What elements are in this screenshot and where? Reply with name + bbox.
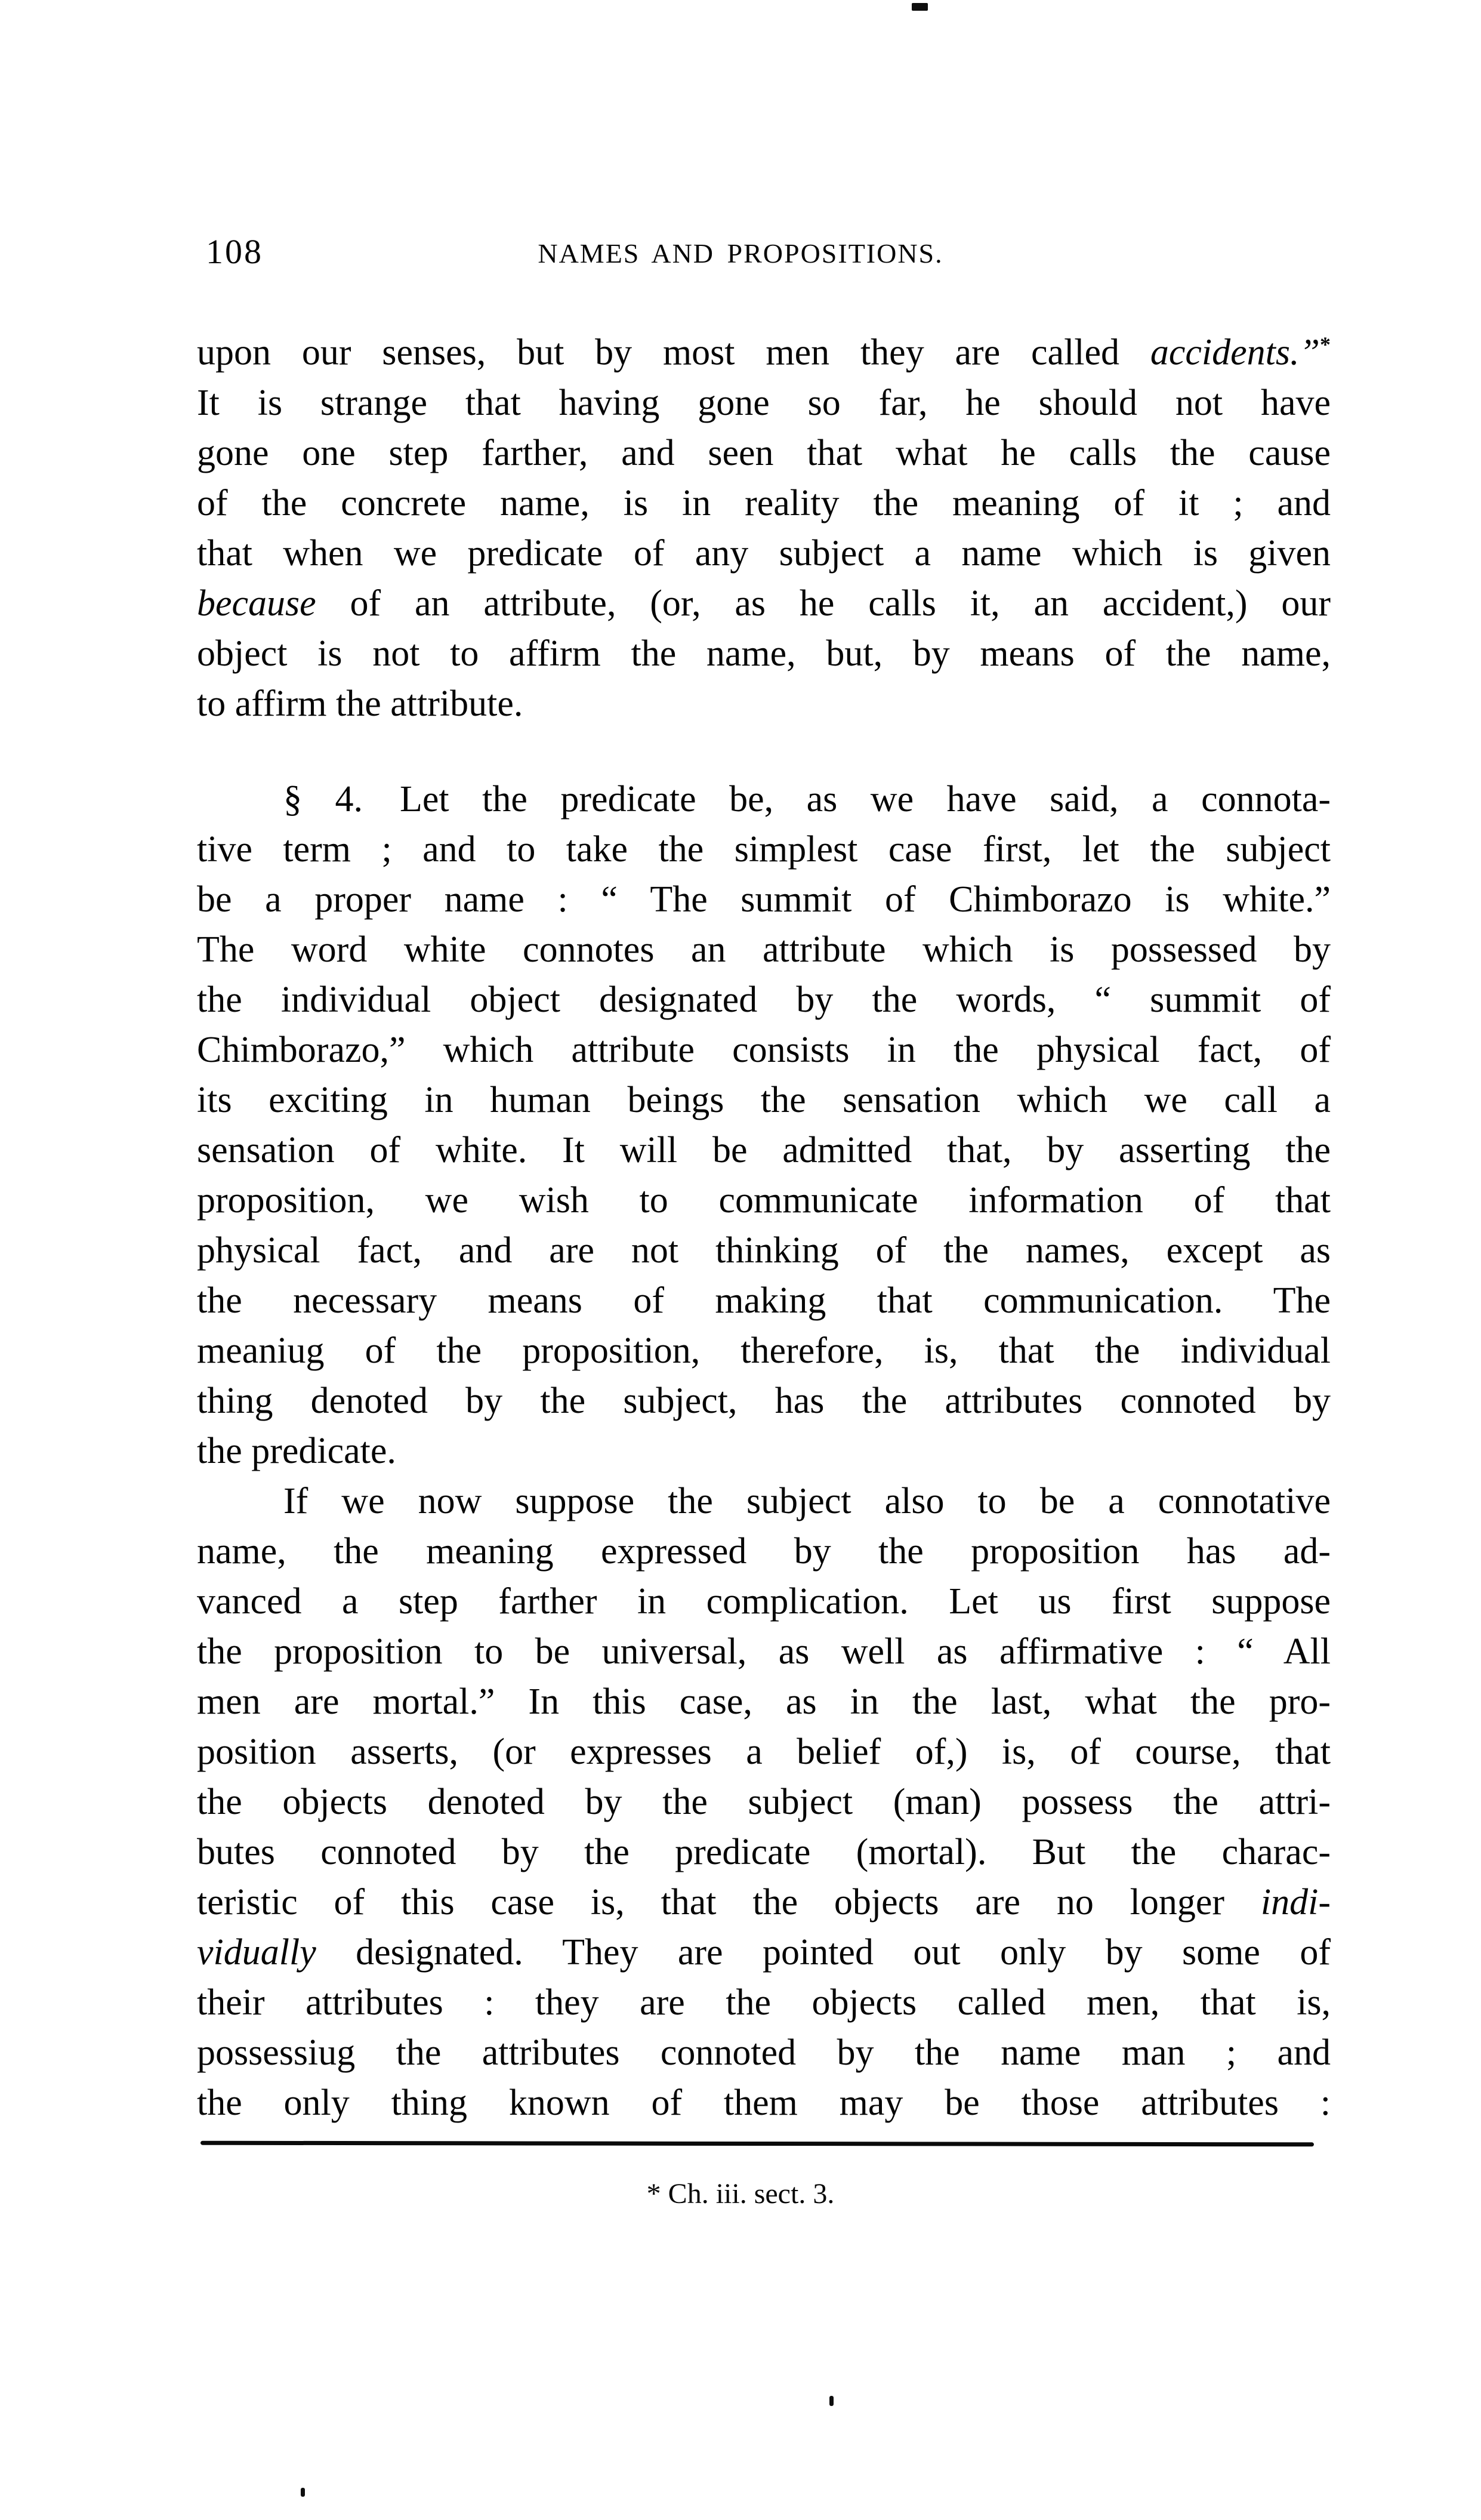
text-segment: its exciting in human beings the sensation which we call a [197, 1079, 1331, 1120]
text-segment: the objects denoted by the subject (man) possess the attri- [197, 1781, 1331, 1822]
text-line [197, 1777, 1331, 1827]
text-segment: name, the meaning expressed by the proposition has ad- [197, 1530, 1331, 1572]
text-line [197, 1125, 1331, 1175]
text-segment: the only thing known of them may be those attributes : [197, 2082, 1331, 2123]
text-line [197, 2028, 1331, 2078]
text-line [197, 1376, 1331, 1426]
text-segment: butes connoted by the predicate (mortal). But the charac- [197, 1831, 1331, 1872]
text-segment: accidents.” [1150, 332, 1320, 373]
text-segment: Chimborazo,” which attribute consists in the physical fact, of [197, 1029, 1331, 1070]
text-line [197, 629, 1331, 679]
text-segment: gone one step farther, and seen that what he calls the cause [197, 432, 1331, 473]
text-line [197, 2078, 1331, 2128]
text-line [197, 319, 1331, 378]
paragraph [197, 774, 1331, 1476]
text-segment: * [1320, 332, 1331, 356]
text-segment: possessiug the attributes connoted by the name man ; and [197, 2032, 1331, 2073]
text-segment: of the concrete name, is in reality the meaning of it ; and [197, 482, 1331, 523]
text-segment: because [197, 583, 316, 624]
text-line [197, 1677, 1331, 1727]
text-line [197, 1576, 1331, 1626]
text-line [197, 824, 1331, 874]
text-line [197, 1326, 1331, 1376]
text-line [197, 1075, 1331, 1125]
running-head: NAMES AND PROPOSITIONS. [538, 238, 943, 269]
footnote-rule [200, 2141, 1314, 2147]
text-segment: the necessary means of making that communication. The [197, 1280, 1331, 1321]
page-number: 108 [206, 232, 263, 271]
text-segment: the individual object designated by the words, “ summit of [197, 979, 1331, 1020]
text-line [197, 925, 1331, 975]
text-segment: of an attribute, (or, as he calls it, an accident,) our [316, 583, 1331, 624]
text-segment: It is strange that having gone so far, he should not have [197, 382, 1331, 423]
text-line [197, 378, 1331, 428]
text-segment: that when we predicate of any subject a name which is given [197, 532, 1331, 574]
text-line [197, 1276, 1331, 1326]
text-line [197, 1827, 1331, 1877]
text-line [197, 578, 1331, 629]
text-segment: the predicate. [197, 1430, 396, 1471]
text-segment: § 4. Let the predicate be, as we have said, a connota- [283, 778, 1331, 820]
text-segment: sensation of white. It will be admitted that, by asserting the [197, 1129, 1331, 1170]
text-line [197, 1927, 1331, 1977]
text-segment: The word white connotes an attribute which is possessed by [197, 929, 1331, 970]
text-segment: position asserts, (or expresses a belief of,) is, of course, that [197, 1731, 1331, 1772]
text-line [197, 1977, 1331, 2028]
text-segment: be a proper name : “ The summit of Chimborazo is white.” [197, 879, 1331, 920]
text-segment: thing denoted by the subject, has the attributes connoted by [197, 1380, 1331, 1421]
text-segment: teristic of this case is, that the objects are no longer [197, 1881, 1261, 1923]
text-line [197, 1877, 1331, 1927]
text-segment: indi- [1260, 1881, 1331, 1923]
text-segment: proposition, we wish to communicate information of that [197, 1179, 1331, 1221]
text-segment: designated. They are pointed out only by some of [316, 1931, 1331, 1973]
text-segment: the proposition to be universal, as well as affirmative : “ All [197, 1631, 1331, 1672]
text-line [197, 774, 1331, 824]
text-line [197, 478, 1331, 528]
text-segment: physical fact, and are not thinking of the names, except as [197, 1230, 1331, 1271]
text-segment: vanced a step farther in complication. Let us first suppose [197, 1581, 1331, 1622]
text-segment: object is not to affirm the name, but, by means of the name, [197, 633, 1331, 674]
text-block [197, 319, 1331, 2128]
text-segment: tive term ; and to take the simplest case first, let the subject [197, 828, 1331, 870]
text-segment: their attributes : they are the objects called men, that is, [197, 1982, 1331, 2023]
paragraph [197, 319, 1331, 729]
ink-speck [301, 2488, 305, 2497]
text-line [197, 528, 1331, 578]
text-line [197, 1476, 1331, 1526]
ink-speck [912, 3, 928, 11]
text-segment: vidually [197, 1931, 316, 1973]
text-line [197, 1225, 1331, 1276]
text-segment: meaniug of the proposition, therefore, is, that the individual [197, 1330, 1331, 1371]
text-line [197, 1025, 1331, 1075]
text-segment: upon our senses, but by most men they are called [197, 332, 1150, 373]
text-segment: If we now suppose the subject also to be a connotative [283, 1480, 1331, 1521]
text-line [197, 1626, 1331, 1677]
text-segment: men are mortal.” In this case, as in the last, what the pro- [197, 1681, 1331, 1722]
text-line [197, 679, 1331, 729]
text-segment: to affirm the attribute. [197, 683, 523, 724]
text-line [197, 1175, 1331, 1225]
footnote: * Ch. iii. sect. 3. [646, 2178, 835, 2210]
paragraph [197, 1476, 1331, 2128]
text-line [197, 1727, 1331, 1777]
text-line [197, 1426, 1331, 1476]
ink-speck [829, 2396, 834, 2406]
text-line [197, 1526, 1331, 1576]
text-line [197, 428, 1331, 478]
text-line [197, 975, 1331, 1025]
text-line [197, 874, 1331, 925]
